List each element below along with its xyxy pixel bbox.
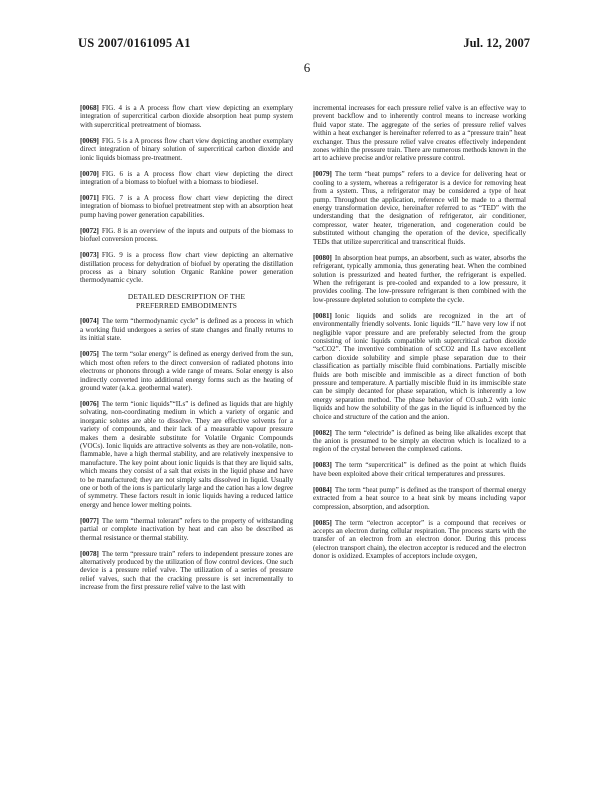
paragraph xyxy=(313,486,526,511)
paragraph-number: [0080] xyxy=(313,253,332,262)
paragraph-text: Ionic liquids and solids are recognized in the art of environmentally friendly solvents. Ionic liquids “IL” have very low if not negligible vapor pressure and are preferably selected from the group consisting of ionic liquids compatible with supercritical carbon dioxide “scCO2”. The inventive combination of scCO2 and ILs have excellent carbon dioxide solubility and simple phase separation due to their classification as partially miscible fluid combinations. Partially miscible fluids are both miscible and immiscible as a direct function of both pressure and temperature. A partially miscible fluid in its immiscible state can be simply decanted for phase separation, which is inherently a low energy separation method. The phase behavior of CO.sub.2 with ionic liquids and how the solubility of the gas in the liquid is influenced by the choice and structure of the cation and the anion. xyxy=(313,311,526,421)
paragraph-text: The term “ionic liquids”“ILs” is defined as liquids that are highly solvating, non-coordinating medium in which a variety of organic and inorganic solutes are able to dissolve. They are effective solvents for a variety of compounds, and their lack of a measurable vapour pressure makes them a desirable substitute for Volatile Organic Compounds (VOCs). Ionic liquids are attractive solvents as they are non-volatile, non-flammable, have a high thermal stability, and are relatively inexpensive to manufacture. The key point about ionic liquids is that they are liquid salts, which means they consist of a salt that exists in the liquid phase and have to be manufactured; they are not simply salts dissolved in liquid. Usually one or both of the ions is particularly large and the cation has a low degree of symmetry. These factors result in ionic liquids having a reduced lattice energy and hence lower melting points. xyxy=(80,399,293,509)
paragraph xyxy=(80,317,293,342)
right-column xyxy=(313,104,526,568)
section-heading-line-1: DETAILED DESCRIPTION OF THE xyxy=(127,292,246,302)
paragraph xyxy=(313,461,526,478)
publication-date: Jul. 12, 2007 xyxy=(463,36,530,50)
paragraph-number: [0069] xyxy=(80,136,99,145)
paragraph-number: [0072] xyxy=(80,226,99,235)
paragraph-text: FIG. 9 is a process flow chart view depicting an alternative distillation process for dehydration of biofuel by operating the distillation process as a binary solution Organic Rankine power generation thermodynamic cycle. xyxy=(80,251,293,285)
paragraph-text: In absorption heat pumps, an absorbent, such as water, absorbs the refrigerant, typically ammonia, thus generating heat. When the combined solution is pressurized and heated further, the refrigerant is expelled. When the refrigerant is pre-cooled and expanded to a low pressure, it provides cooling. The low-pressure refrigerant is then combined with the low-pressure depleted solution to complete the cycle. xyxy=(313,253,526,304)
paragraph xyxy=(80,251,293,285)
page-number: 6 xyxy=(303,60,311,75)
paragraph-number: [0068] xyxy=(80,104,99,112)
paragraph-text: The term “electron acceptor” is a compound that receives or accepts an electron during cellular respiration. The process starts with the transfer of an electron from an electron donor. During this process (electron transport chain), the electron acceptor is reduced and the electron donor is oxidized. Examples of acceptors include oxygen, xyxy=(313,518,526,561)
left-column xyxy=(80,104,293,599)
paragraph xyxy=(80,194,293,219)
paragraph xyxy=(80,137,293,162)
paragraph xyxy=(313,429,526,454)
paragraph-text: FIG. 6 is a A process flow chart view depicting the direct integration of a biomass to biofuel with a biomass to biodiesel. xyxy=(80,169,293,187)
paragraph-text: The term “heat pumps” refers to a device for delivering heat or cooling to a system, whereas a refrigerator is a device for removing heat from a system. Thus, a refrigerator may be considered a type of heat pump. Throughout the application, reference will be made to a thermal energy transformation device, hereinafter referred to as “TED” with the understanding that the designation of refrigerator, air conditioner, compressor, water heater, trigeneration, and cogeneration could be substituted without changing the operation of the device, specifically TEDs that utilize supercritical and transcritical fluids. xyxy=(313,170,526,246)
paragraph-text: The term “thermal tolerant” refers to the property of withstanding partial or complete inactivation by heat and can also be described as thermal resistance or thermal stability. xyxy=(80,516,293,542)
paragraph xyxy=(80,227,293,244)
paragraph xyxy=(80,400,293,509)
right-paragraphs xyxy=(313,104,526,561)
paragraph xyxy=(80,104,293,129)
paragraph-text: The term “electride” is defined as being like alkalides except that the anion is presumed to be simply an electron which is localized to a region of the crystal between the complexed cations. xyxy=(313,428,526,454)
left-paragraphs-definitions xyxy=(80,317,293,591)
paragraph-number: [0078] xyxy=(80,549,99,558)
paragraph xyxy=(313,312,526,421)
section-heading-line-2: PREFERRED EMBODIMENTS xyxy=(135,301,238,311)
paragraph-text: The term “thermodynamic cycle” is defined as a process in which a working fluid undergoes a series of state changes and finally returns to its initial state. xyxy=(80,317,293,343)
paragraph xyxy=(313,104,526,163)
paragraph-text: FIG. 5 is a A process flow chart view depicting another exemplary direct integration of binary solution of supercritical carbon dioxide and ionic liquids biomass pre-treatment. xyxy=(80,136,293,162)
paragraph-number: [0075] xyxy=(80,350,99,359)
paragraph-text: The term “pressure train” refers to independent pressure zones are alternatively produced by the utilization of flow control devices. One such device is a pressure relief valve. The utilization of a series of pressure relief valves, such that the cracking pressure is set incrementally to increase from the first pressure relief valve to the last with xyxy=(80,549,293,592)
paragraph-number: [0077] xyxy=(80,516,99,525)
publication-number: US 2007/0161095 A1 xyxy=(78,36,191,50)
paragraph xyxy=(313,519,526,561)
section-heading xyxy=(80,292,293,310)
paragraph-number: [0073] xyxy=(80,251,99,260)
paragraph-text: FIG. 8 is an overview of the inputs and outputs of the biomass to biofuel conversion process. xyxy=(80,226,293,244)
paragraph-number: [0084] xyxy=(313,485,332,494)
paragraph xyxy=(313,170,526,246)
paragraph-number: [0082] xyxy=(313,428,332,437)
paragraph-number: [0071] xyxy=(80,194,99,203)
paragraph-number: [0079] xyxy=(313,170,332,179)
paragraph-text: The term “solar energy” is defined as energy derived from the sun, which most often refers to the direct conversion of radiated photons into electrons or phonons through a wide range of means. Solar energy is also indirectly converted into additional energy forms such as the heating of ground water (a.k.a. geothermal water). xyxy=(80,350,293,392)
paragraph-text: FIG. 7 is a A process flow chart view depicting the direct integration of biomass to biofuel pretreatment step with an absorption heat pump having power generation capabilities. xyxy=(80,194,293,219)
paragraph-text: incremental increases for each pressure relief valve is an effective way to prevent backflow and to inherently control means to increase working fluid vapor state. The aggregate of the series of pressure relief valves within a heat exchanger is hereinafter referred to as a “pressure train” heat exchanger. Thus the pressure relief valve creates effectively independent zones within the pressure train. There are numerous methods known in the art to achieve precise and/or relative pressure control. xyxy=(313,104,526,163)
paragraph-number: [0085] xyxy=(313,518,332,527)
page-header xyxy=(0,36,614,76)
paragraph-text: FIG. 4 is a A process flow chart view depicting an exemplary integration of supercritical carbon dioxide absorption heat pump system with supercritical pretreatment of biomass. xyxy=(80,104,293,129)
paragraph-number: [0081] xyxy=(313,311,332,320)
left-paragraphs-figures xyxy=(80,104,293,285)
paragraph-number: [0070] xyxy=(80,169,99,178)
paragraph xyxy=(313,254,526,304)
paragraph xyxy=(80,550,293,592)
paragraph-number: [0083] xyxy=(313,461,332,470)
paragraph-number: [0076] xyxy=(80,399,99,408)
paragraph-number: [0074] xyxy=(80,317,99,326)
paragraph xyxy=(80,170,293,187)
paragraph xyxy=(80,350,293,392)
paragraph-text: The term “supercritical” is defined as the point at which fluids have been exploited above their critical temperatures and pressures. xyxy=(313,461,526,478)
paragraph-text: The term “heat pump” is defined as the transport of thermal energy extracted from a heat source to a heat sink by means including vapor compression, absorption, and adsorption. xyxy=(313,485,526,511)
paragraph xyxy=(80,517,293,542)
